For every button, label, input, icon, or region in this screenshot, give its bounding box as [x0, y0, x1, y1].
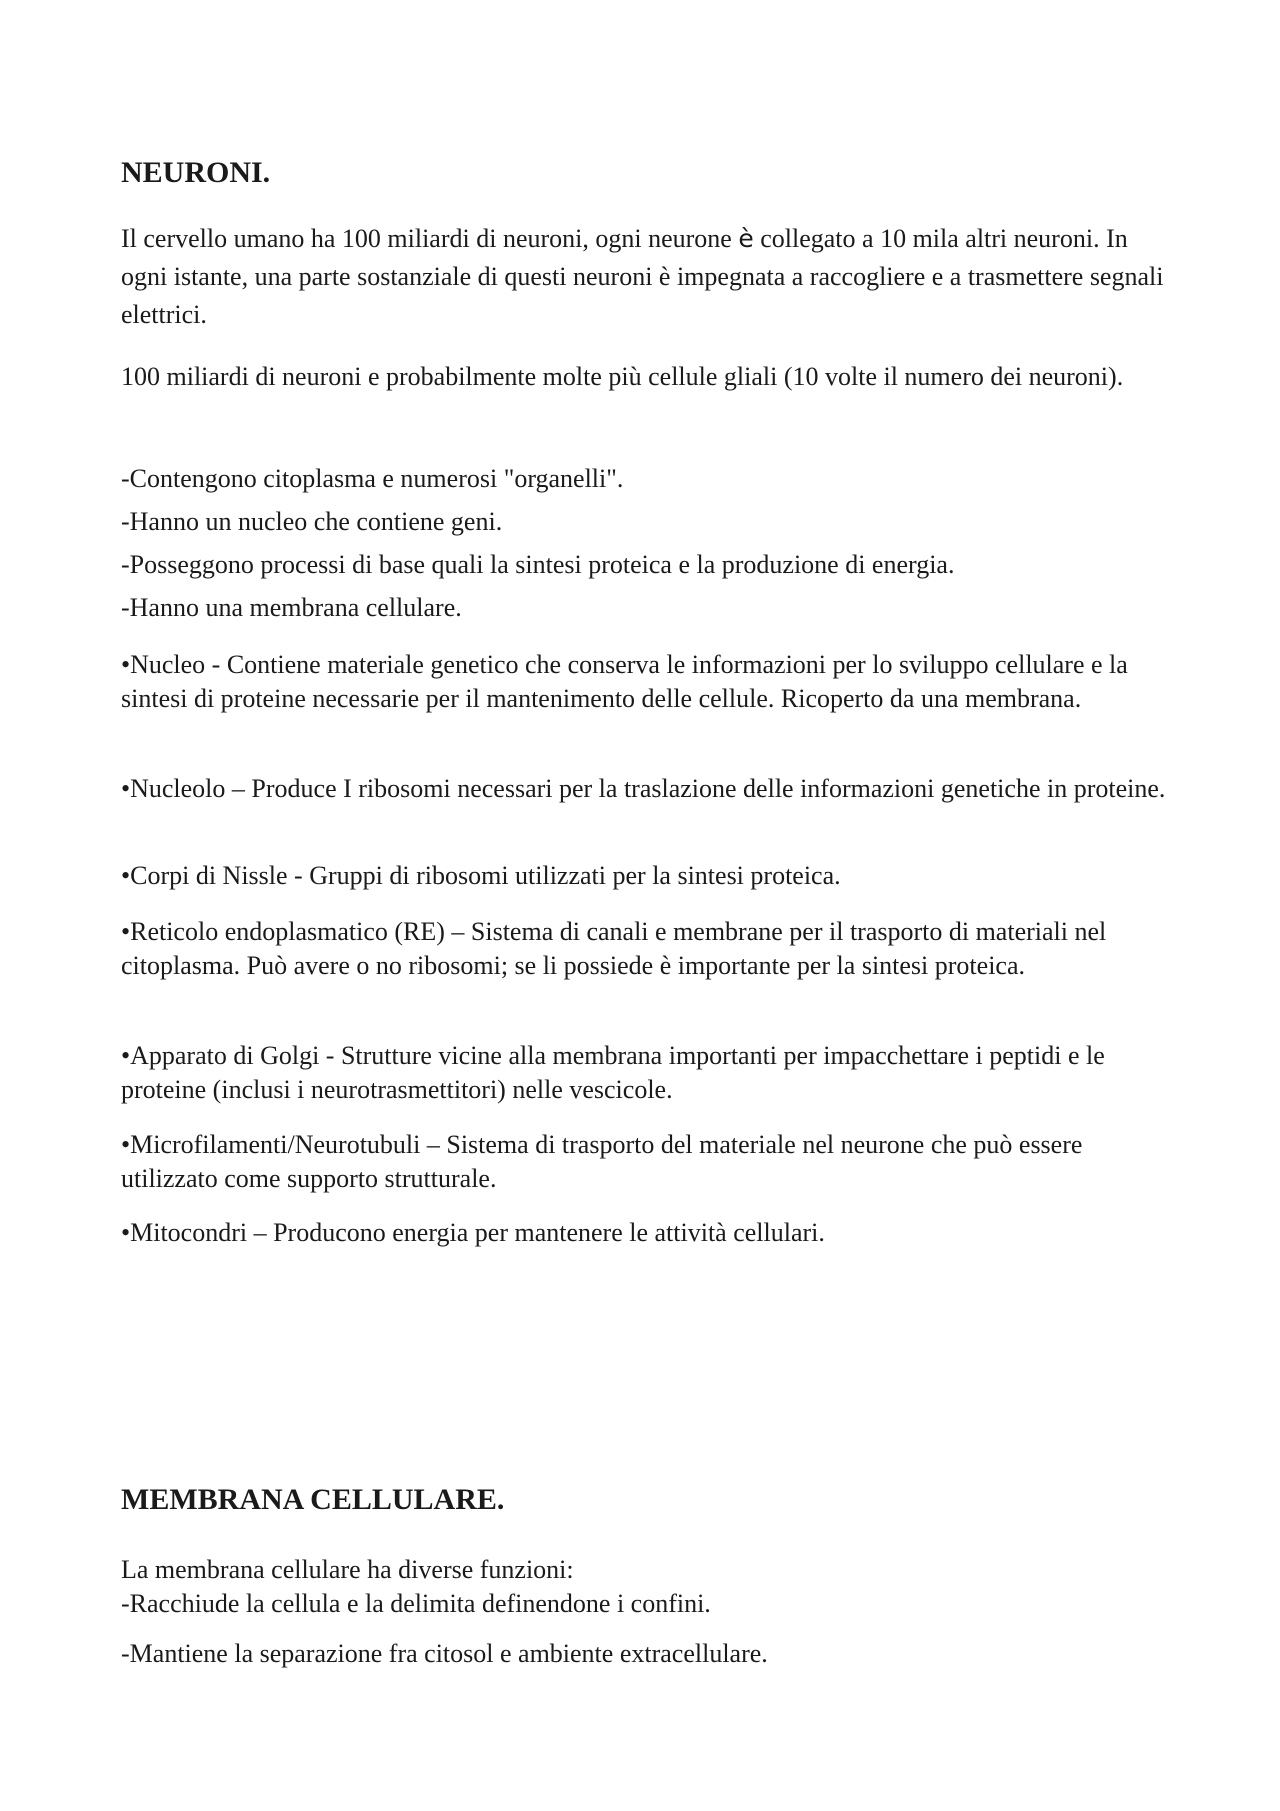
- bullet-mitocondri: •Mitocondri – Producono energia per mantenere le attività cellulari.: [121, 1218, 825, 1247]
- bullet-microfilamenti: •Microfilamenti/Neurotubuli – Sistema di trasporto del materiale nel neurone che può essere utilizzato come supporto strutturale.: [121, 1130, 1083, 1193]
- membrana-line: -Mantiene la separazione fra citosol e ambiente extracellulare.: [121, 1639, 768, 1668]
- membrana-line: La membrana cellulare ha diverse funzioni:: [121, 1555, 574, 1584]
- section-title-neuroni: NEURONI.: [121, 156, 271, 189]
- bullet-corpi-nissle: •Corpi di Nissle - Gruppi di ribosomi utilizzati per la sintesi proteica.: [121, 861, 841, 890]
- dash-item: -Contengono citoplasma e numerosi "organelli".: [121, 464, 624, 493]
- intro-text-end: collegato a 10 mila altri neuroni. In ogni istante, una parte sostanziale di questi neuroni è impegnata a raccogliere e a trasmettere segnali elettrici.: [121, 224, 1164, 329]
- section-membrana: [121, 1482, 1171, 1518]
- intro-text-start: Il cervello umano ha 100 miliardi di neuroni, ogni neurone: [121, 224, 739, 253]
- dash-item: -Hanno un nucleo che contiene geni.: [121, 507, 503, 536]
- section-title-membrana: MEMBRANA CELLULARE.: [121, 1483, 505, 1516]
- intro-paragraph: [121, 220, 1171, 334]
- dash-item: -Hanno una membrana cellulare.: [121, 593, 462, 622]
- dash-item: -Posseggono processi di base quali la sintesi proteica e la produzione di energia.: [121, 550, 955, 579]
- intro-text-e: è: [738, 224, 754, 253]
- membrana-extra: [121, 1637, 1171, 1671]
- bullet-reticolo: •Reticolo endoplasmatico (RE) – Sistema di canali e membrane per il trasporto di materiali nel citoplasma. Può avere o no ribosomi; se li possiede è importante per la sintesi proteica.: [121, 917, 1107, 980]
- bullet-golgi: •Apparato di Golgi - Strutture vicine alla membrana importanti per impacchettare i peptidi e le proteine (inclusi i neurotrasmettitori) nelle vescicole.: [121, 1041, 1105, 1104]
- bullet-nucleolo: •Nucleolo – Produce I ribosomi necessari per la traslazione delle informazioni genetiche in proteine.: [121, 774, 1166, 803]
- neuron-count-paragraph: 100 miliardi di neuroni e probabilmente molte più cellule gliali (10 volte il numero dei neuroni).: [121, 362, 1124, 391]
- membrana-line: -Racchiude la cellula e la delimita definendone i confini.: [121, 1589, 711, 1618]
- membrana-intro: [121, 1553, 1171, 1621]
- section-neuroni: [121, 155, 1171, 191]
- dash-list: [121, 457, 1171, 629]
- bullet-nucleo: •Nucleo - Contiene materiale genetico che conserva le informazioni per lo sviluppo cellulare e la sintesi di proteine necessarie per il mantenimento delle cellule. Ricoperto da una membrana.: [121, 650, 1128, 713]
